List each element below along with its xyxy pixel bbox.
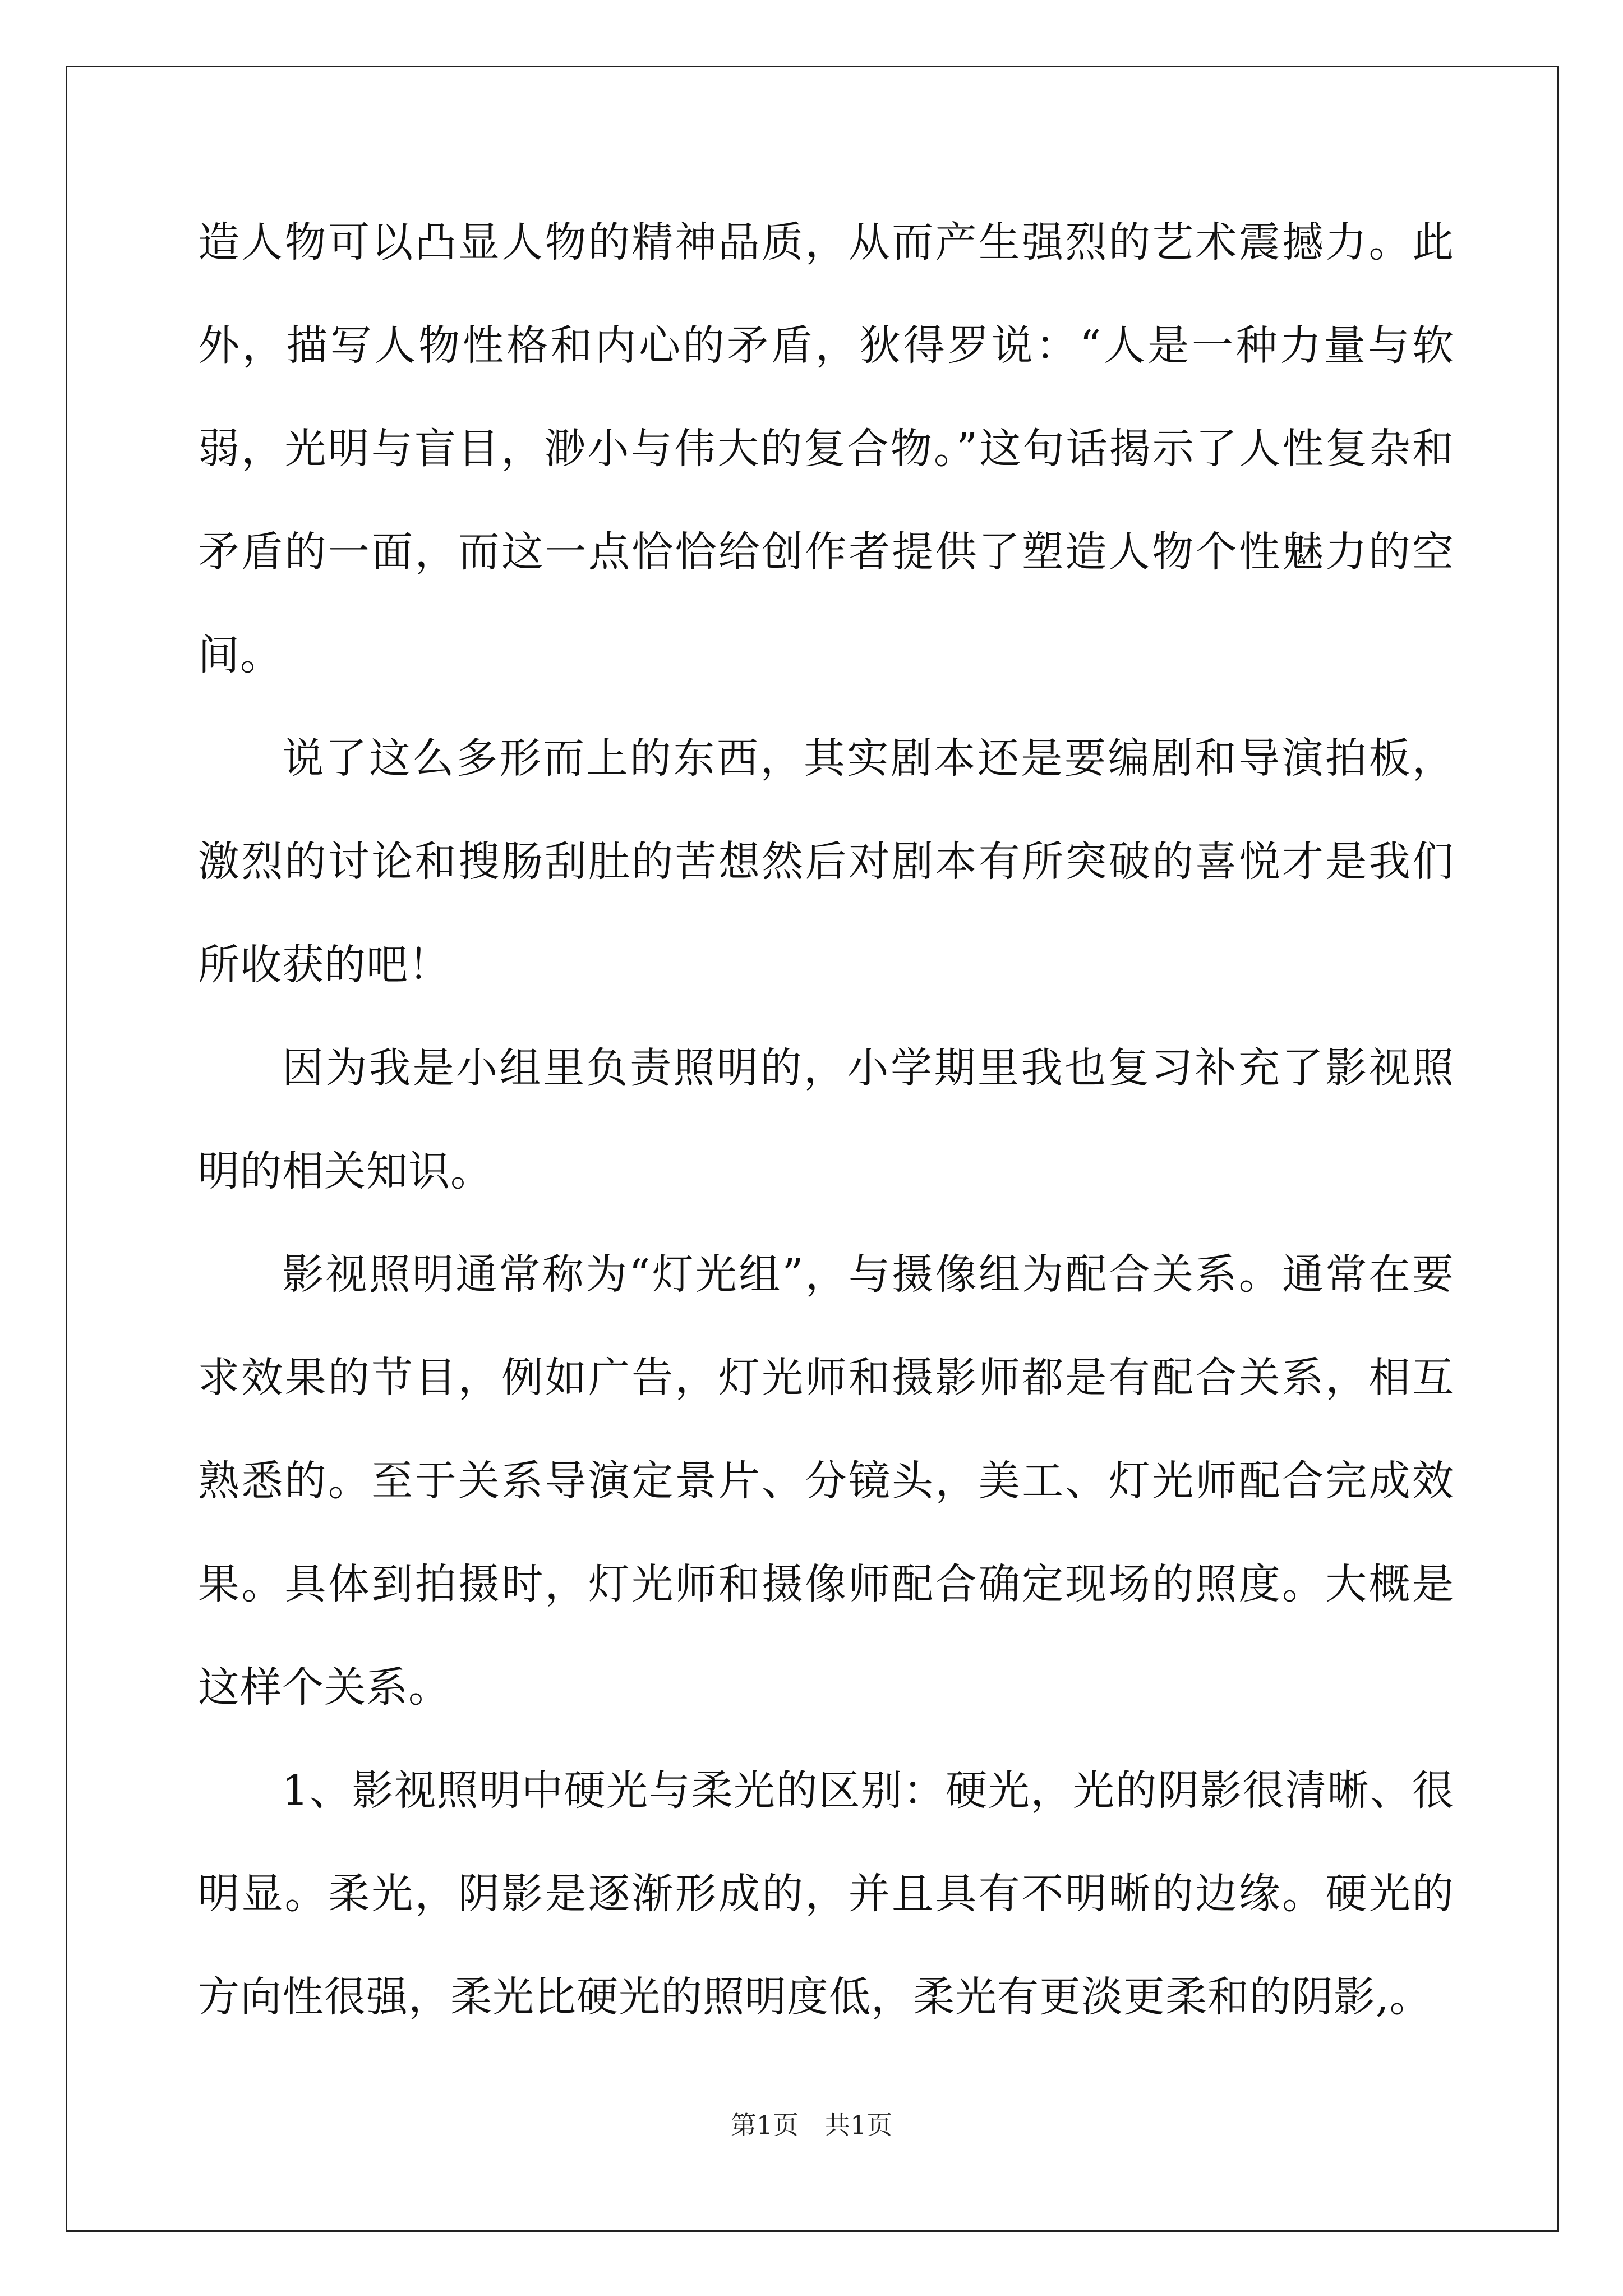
paragraph-5: 1、影视照明中硬光与柔光的区别：硬光，光的阴影很清晰、很明显。柔光，阴影是逐渐形成的，并且具有不明晰的边缘。硬光的方向性很强，柔光比硬光的照明度低，柔光有更淡更柔和的阴影,。 — [198, 1766, 1454, 2021]
paragraph-3: 因为我是小组里负责照明的，小学期里我也复习补充了影视照明的相关知识。 — [198, 1044, 1454, 1195]
paragraph-1: 造人物可以凸显人物的精神品质，从而产生强烈的艺术震撼力。此外，描写人物性格和内心的矛盾，狄得罗说：“人是一种力量与软弱，光明与盲目，渺小与伟大的复合物。”这句话揭示了人性复杂和矛盾的一面，而这一点恰恰给创作者提供了塑造人物个性魅力的空间。 — [198, 218, 1454, 679]
paragraph-4: 影视照明通常称为“灯光组”，与摄像组为配合关系。通常在要求效果的节目，例如广告，灯光师和摄影师都是有配合关系，相互熟悉的。至于关系导演定景片、分镜头，美工、灯光师配合完成效果。具体到拍摄时，灯光师和摄像师配合确定现场的照度。大概是这样个关系。 — [198, 1250, 1454, 1711]
document-body — [198, 191, 1454, 2049]
paragraph-2: 说了这么多形而上的东西，其实剧本还是要编剧和导演拍板，激烈的讨论和搜肠刮肚的苦想然后对剧本有所突破的喜悦才是我们所收获的吧！ — [198, 734, 1454, 989]
page-number-label: 第1页 共1页 — [730, 2110, 893, 2140]
page-footer — [0, 2108, 1623, 2142]
